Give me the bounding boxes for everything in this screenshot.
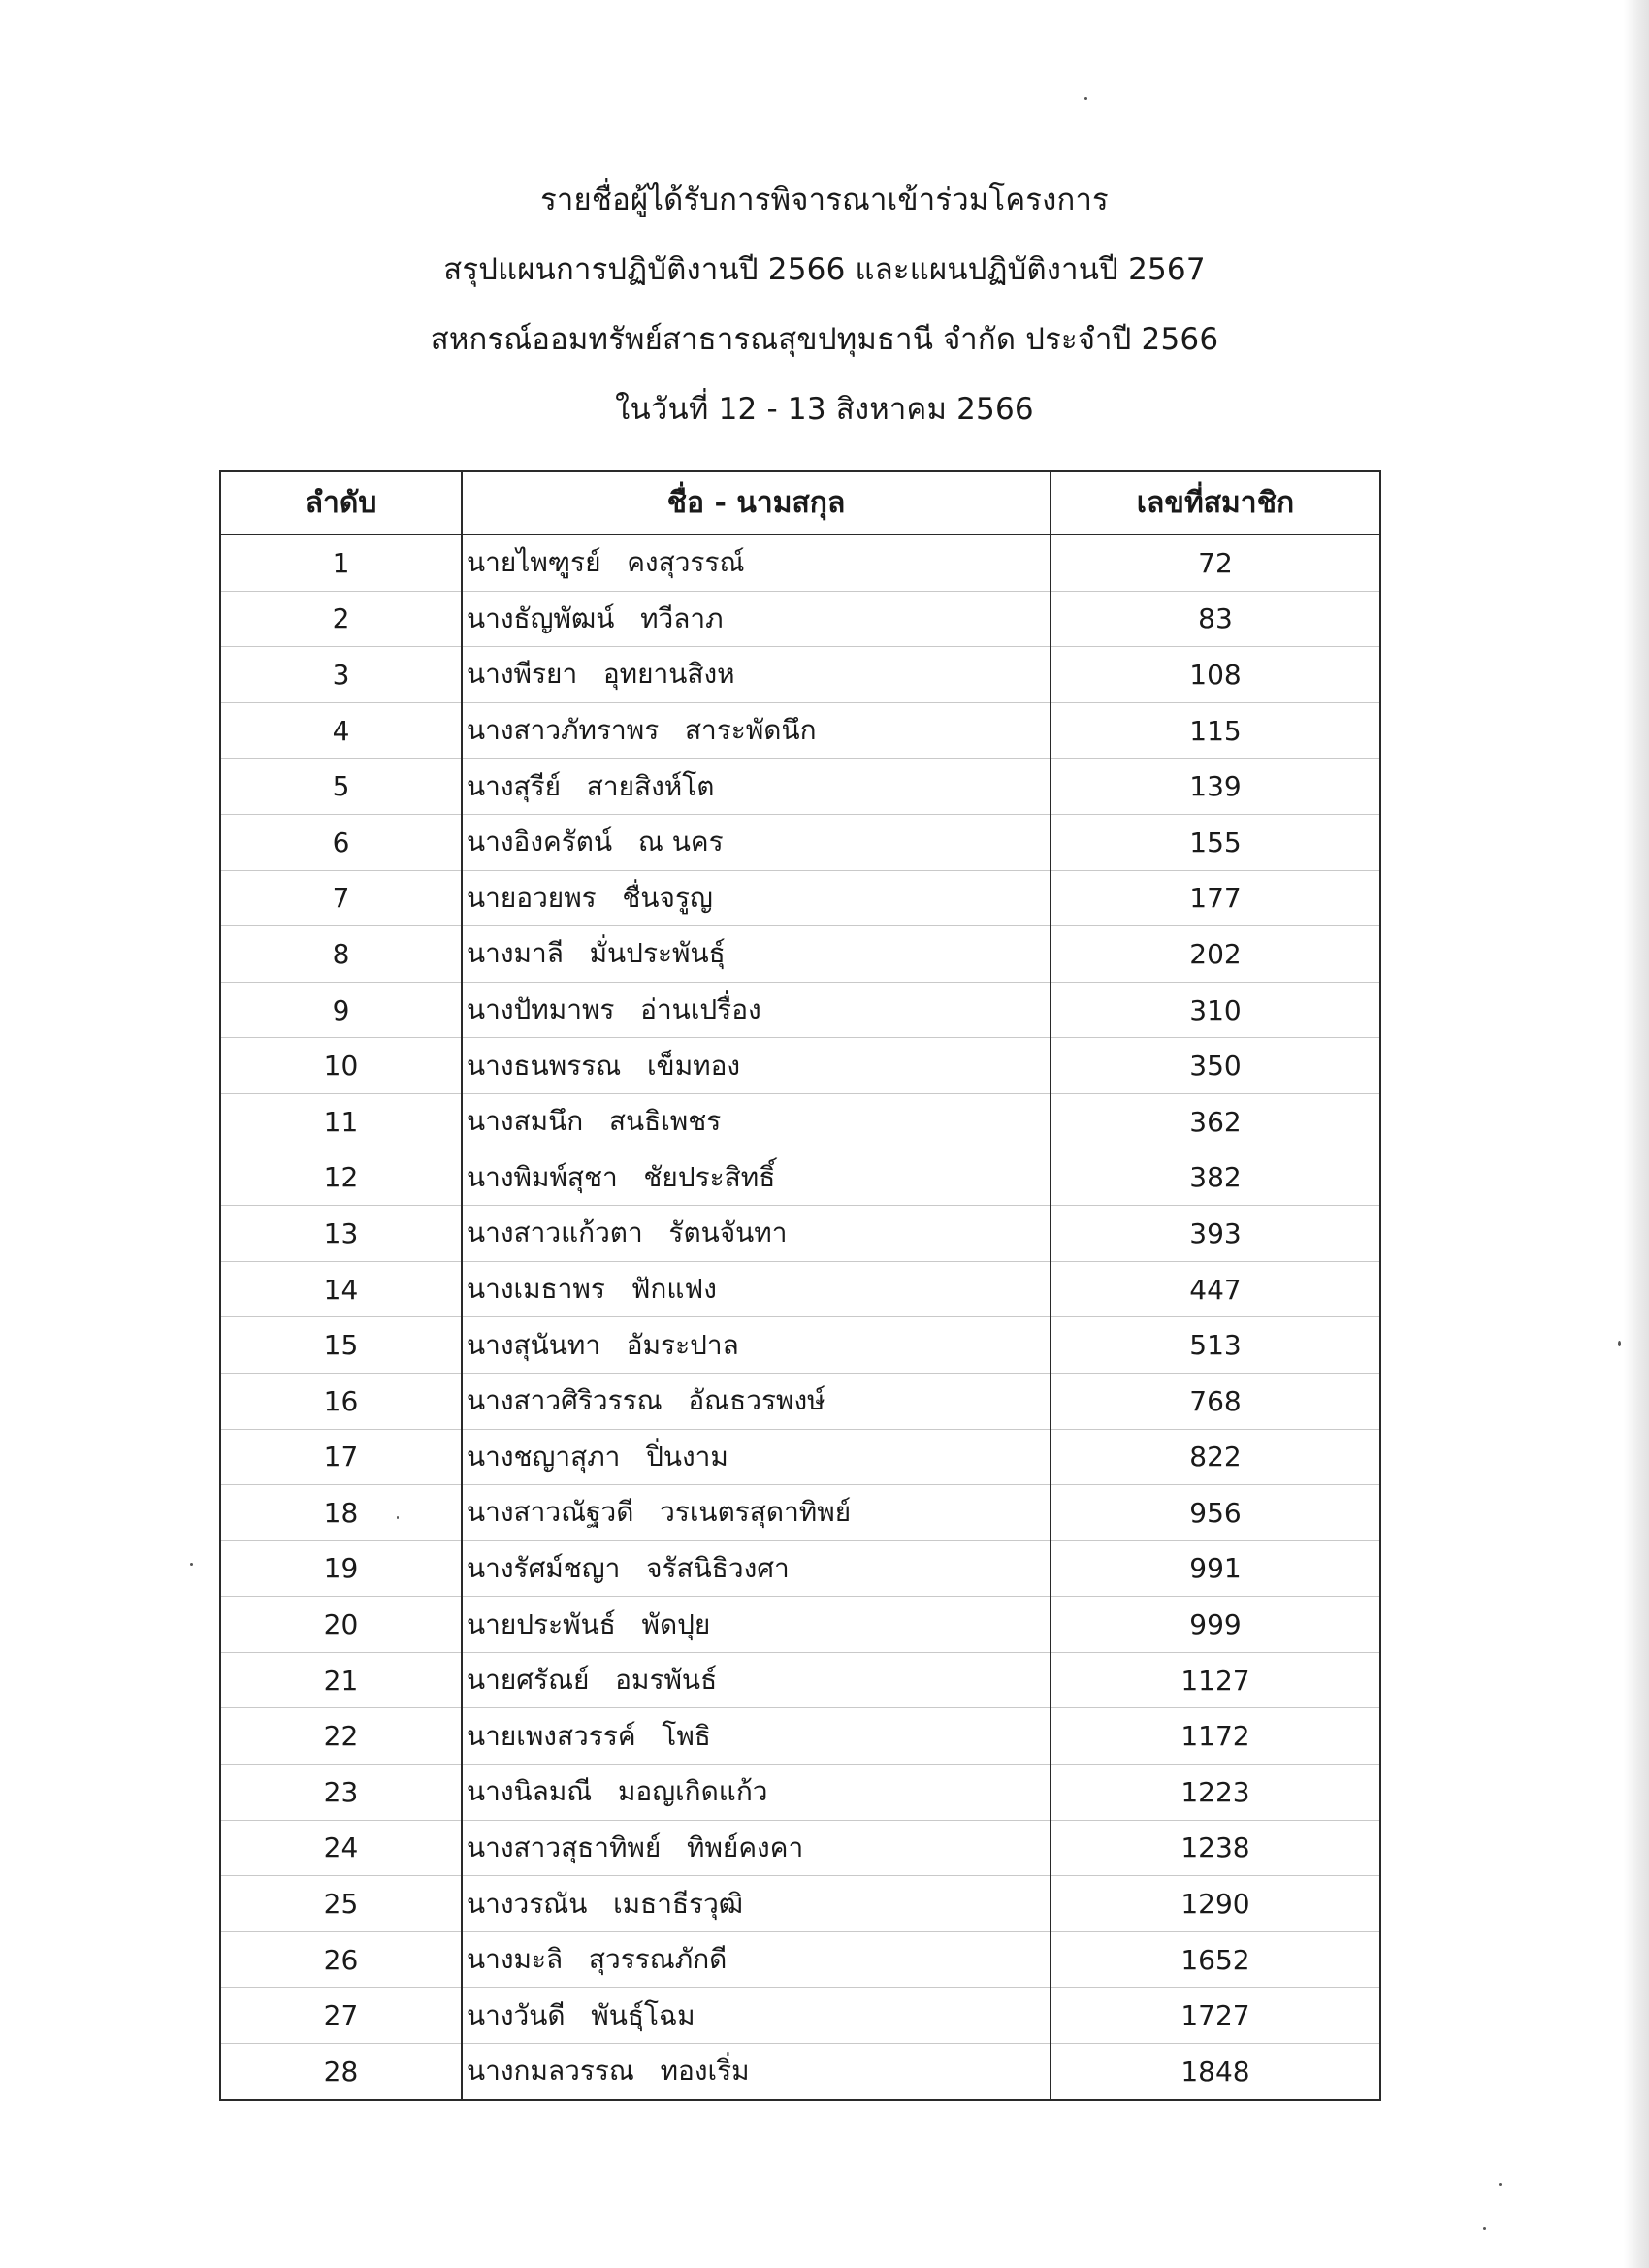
cell-order: 25 bbox=[220, 1876, 462, 1932]
cell-member-number: 155 bbox=[1051, 814, 1380, 870]
cell-order: 16 bbox=[220, 1373, 462, 1429]
table-row bbox=[220, 1373, 1380, 1429]
cell-member-number: 83 bbox=[1051, 591, 1380, 647]
cell-order: 15 bbox=[220, 1317, 462, 1374]
cell-order: 27 bbox=[220, 1988, 462, 2044]
cell-member-number: 362 bbox=[1051, 1093, 1380, 1150]
cell-full-name: นางวันดี พันธุ์โฉม bbox=[462, 1988, 1051, 2044]
table-row bbox=[220, 1206, 1380, 1262]
cell-full-name: นางเมธาพร ฟักแฟง bbox=[462, 1261, 1051, 1317]
table-row bbox=[220, 1931, 1380, 1988]
table-row bbox=[220, 1038, 1380, 1094]
table-row bbox=[220, 1876, 1380, 1932]
cell-full-name: นางธัญพัฒน์ ทวีลาภ bbox=[462, 591, 1051, 647]
cell-full-name: นางสุรีย์ สายสิงห์โต bbox=[462, 759, 1051, 815]
table-row bbox=[220, 2044, 1380, 2100]
cell-member-number: 393 bbox=[1051, 1206, 1380, 1262]
cell-full-name: นางรัศม์ชญา จรัสนิธิวงศา bbox=[462, 1540, 1051, 1597]
cell-order: 6 bbox=[220, 814, 462, 870]
cell-member-number: 310 bbox=[1051, 982, 1380, 1038]
cell-full-name: นางสาวศิริวรรณ อัณธวรพงษ์ bbox=[462, 1373, 1051, 1429]
cell-order: 12 bbox=[220, 1150, 462, 1206]
cell-full-name: นางสาวแก้วตา รัตนจันทา bbox=[462, 1206, 1051, 1262]
cell-member-number: 202 bbox=[1051, 926, 1380, 983]
cell-full-name: นางวรณัน เมธาธีรวุฒิ bbox=[462, 1876, 1051, 1932]
table-body bbox=[220, 535, 1380, 2100]
cell-member-number: 108 bbox=[1051, 647, 1380, 703]
cell-order: 2 bbox=[220, 591, 462, 647]
table-row bbox=[220, 1485, 1380, 1541]
cell-order: 14 bbox=[220, 1261, 462, 1317]
cell-full-name: นางสุนันทา อัมระปาล bbox=[462, 1317, 1051, 1374]
participants-table-wrapper bbox=[219, 470, 1379, 2101]
cell-member-number: 956 bbox=[1051, 1485, 1380, 1541]
header-line-1: รายชื่อผู้ได้รับการพิจารณาเข้าร่วมโครงการ bbox=[540, 182, 1109, 217]
cell-order: 11 bbox=[220, 1093, 462, 1150]
cell-full-name: นางปัทมาพร อ่านเปรื่อง bbox=[462, 982, 1051, 1038]
table-row bbox=[220, 647, 1380, 703]
table-row bbox=[220, 1261, 1380, 1317]
cell-full-name: นายไพฑูรย์ คงสุวรรณ์ bbox=[462, 535, 1051, 591]
table-row bbox=[220, 1765, 1380, 1821]
cell-order: 28 bbox=[323, 2055, 359, 2088]
header-line-2: สรุปแผนการปฏิบัติงานปี 2566 และแผนปฏิบัติงานปี 2567 bbox=[443, 252, 1206, 287]
cell-member-number: 822 bbox=[1051, 1429, 1380, 1485]
cell-full-name: นางสมนึก สนธิเพชร bbox=[462, 1093, 1051, 1150]
cell-full-name: นางมาลี มั่นประพันธุ์ bbox=[462, 926, 1051, 983]
table-row bbox=[220, 1317, 1380, 1374]
cell-member-number: 1848 bbox=[1051, 2044, 1380, 2100]
table-row bbox=[220, 1988, 1380, 2044]
table-row bbox=[220, 591, 1380, 647]
cell-order: 10 bbox=[220, 1038, 462, 1094]
cell-member-number: 1223 bbox=[1051, 1765, 1380, 1821]
table-row bbox=[220, 1820, 1380, 1876]
table-header-row bbox=[220, 471, 1380, 535]
cell-full-name: นางสาวภัทราพร สาระพัดนึก bbox=[462, 702, 1051, 759]
cell-order: 3 bbox=[220, 647, 462, 703]
cell-order: 21 bbox=[220, 1652, 462, 1708]
table-row bbox=[220, 814, 1380, 870]
cell-full-name: นายอวยพร ชื่นจรูญ bbox=[462, 870, 1051, 926]
column-header-member-number: เลขที่สมาชิก bbox=[1051, 471, 1380, 535]
cell-order: 19 bbox=[220, 1540, 462, 1597]
cell-member-number: 115 bbox=[1051, 702, 1380, 759]
cell-order: 1 bbox=[220, 535, 462, 591]
column-header-name: ชื่อ - นามสกุล bbox=[462, 471, 1051, 535]
header-line-3: สหกรณ์ออมทรัพย์สาธารณสุขปทุมธานี จำกัด ประจำปี 2566 bbox=[430, 322, 1219, 357]
cell-member-number: 177 bbox=[1051, 870, 1380, 926]
table-row bbox=[220, 1150, 1380, 1206]
cell-member-number: 1652 bbox=[1051, 1931, 1380, 1988]
scan-speck bbox=[1618, 1341, 1621, 1346]
cell-member-number: 1172 bbox=[1051, 1708, 1380, 1765]
cell-order: 24 bbox=[220, 1820, 462, 1876]
cell-order: 9 bbox=[220, 982, 462, 1038]
table-row bbox=[220, 1708, 1380, 1765]
cell-member-number: 513 bbox=[1051, 1317, 1380, 1374]
cell-member-number: 382 bbox=[1051, 1150, 1380, 1206]
document-header bbox=[0, 165, 1649, 444]
cell-full-name: นางชญาสุภา ปิ่นงาม bbox=[462, 1429, 1051, 1485]
table-row bbox=[220, 759, 1380, 815]
cell-member-number: 1238 bbox=[1051, 1820, 1380, 1876]
cell-member-number: 1727 bbox=[1051, 1988, 1380, 2044]
table-row bbox=[220, 926, 1380, 983]
scan-speck bbox=[190, 1563, 193, 1566]
cell-member-number: 991 bbox=[1051, 1540, 1380, 1597]
table-row bbox=[220, 1093, 1380, 1150]
cell-member-number: 1290 bbox=[1051, 1876, 1380, 1932]
header-line-4: ในวันที่ 12 - 13 สิงหาคม 2566 bbox=[615, 392, 1034, 427]
cell-full-name: นายเพงสวรรค์ โพธิ bbox=[462, 1708, 1051, 1765]
table-row bbox=[220, 1540, 1380, 1597]
cell-full-name: นายศรัณย์ อมรพันธ์ bbox=[462, 1652, 1051, 1708]
cell-order: 22 bbox=[220, 1708, 462, 1765]
scan-speck bbox=[397, 1516, 399, 1519]
table-row bbox=[220, 870, 1380, 926]
cell-full-name: นางสาวสุธาทิพย์ ทิพย์คงคา bbox=[462, 1820, 1051, 1876]
cell-order: 7 bbox=[220, 870, 462, 926]
cell-order: 23 bbox=[220, 1765, 462, 1821]
cell-full-name: นางอิงครัตน์ ณ นคร bbox=[462, 814, 1051, 870]
cell-order: 13 bbox=[220, 1206, 462, 1262]
cell-order: 8 bbox=[220, 926, 462, 983]
cell-member-number: 350 bbox=[1051, 1038, 1380, 1094]
cell-order: 4 bbox=[220, 702, 462, 759]
cell-full-name: นางมะลิ สุวรรณภักดี bbox=[462, 1931, 1051, 1988]
table-row bbox=[220, 1597, 1380, 1653]
cell-member-number: 768 bbox=[1051, 1373, 1380, 1429]
scan-speck bbox=[1084, 97, 1087, 100]
cell-order: 17 bbox=[220, 1429, 462, 1485]
scan-speck bbox=[1499, 2183, 1502, 2186]
table-row bbox=[220, 535, 1380, 591]
cell-full-name: นายประพันธ์ พัดปุย bbox=[462, 1597, 1051, 1653]
cell-full-name: นางนิลมณี มอญเกิดแก้ว bbox=[462, 1765, 1051, 1821]
cell-full-name: นางสาวณัฐวดี วรเนตรสุดาทิพย์ bbox=[462, 1485, 1051, 1541]
table-row bbox=[220, 1652, 1380, 1708]
cell-order: 26 bbox=[220, 1931, 462, 1988]
cell-member-number: 72 bbox=[1051, 535, 1380, 591]
participants-table bbox=[219, 470, 1381, 2101]
cell-member-number: 999 bbox=[1051, 1597, 1380, 1653]
table-row bbox=[220, 1429, 1380, 1485]
cell-order: 18 bbox=[220, 1485, 462, 1541]
cell-full-name: นางพิมพ์สุชา ชัยประสิทธิ์ bbox=[462, 1150, 1051, 1206]
cell-full-name: นางกมลวรรณ ทองเริ่ม bbox=[462, 2044, 1051, 2100]
table-row bbox=[220, 982, 1380, 1038]
cell-member-number: 139 bbox=[1051, 759, 1380, 815]
cell-full-name: นางธนพรรณ เข็มทอง bbox=[462, 1038, 1051, 1094]
cell-member-number: 1127 bbox=[1051, 1652, 1380, 1708]
cell-full-name: นางพีรยา อุทยานสิงห bbox=[462, 647, 1051, 703]
column-header-order: ลำดับ bbox=[220, 471, 462, 535]
scan-speck bbox=[1483, 2227, 1486, 2230]
cell-order: 20 bbox=[220, 1597, 462, 1653]
cell-member-number: 447 bbox=[1051, 1261, 1380, 1317]
table-row bbox=[220, 702, 1380, 759]
cell-order: 5 bbox=[220, 759, 462, 815]
